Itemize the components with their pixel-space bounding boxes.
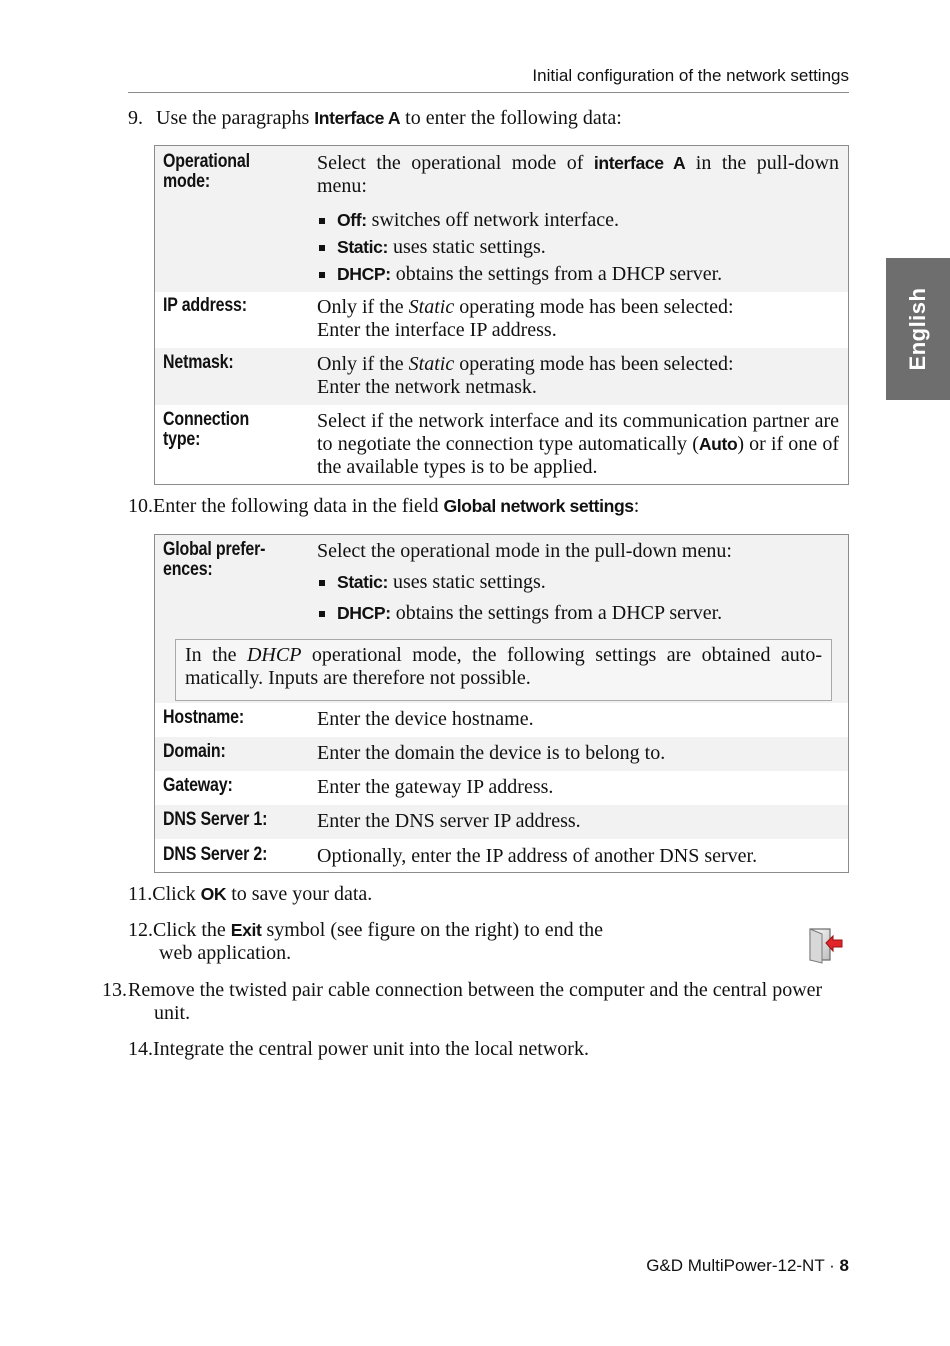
dhcp-note-box <box>175 639 832 701</box>
table-row-netmask <box>155 348 848 405</box>
option-text: uses static settings. <box>387 236 546 258</box>
row-label <box>163 742 303 762</box>
language-tab <box>886 258 950 400</box>
desc-text-end: operating mode has been selected: <box>454 296 734 318</box>
row-label <box>163 353 303 373</box>
step-10 <box>128 495 850 518</box>
table-row-connection-type <box>155 405 848 484</box>
desc-text-end: in the pull-down menu: <box>317 152 839 197</box>
row-description <box>317 540 839 625</box>
step-text: Enter the following data in the field <box>153 495 444 517</box>
row-description: Enter the DNS server IP address. <box>317 810 581 832</box>
row-label <box>163 296 303 316</box>
desc-text-end: ) or if one of the available types is to be applied. <box>317 433 839 478</box>
row-label-line: Connection <box>163 409 250 430</box>
option-text: obtains the settings from a DHCP server. <box>390 602 723 624</box>
row-description: Enter the device hostname. <box>317 708 534 730</box>
list-item <box>317 263 839 286</box>
desc-line-2: Enter the interface IP address. <box>317 319 557 341</box>
note-text: In the <box>185 644 247 666</box>
page-footer <box>646 1256 849 1276</box>
desc-text: Only if the <box>317 353 409 375</box>
row-label <box>163 708 303 728</box>
table-row-ip-address <box>155 292 848 348</box>
step-number: 14. <box>128 1038 153 1060</box>
step-text: Use the paragraphs <box>156 107 315 129</box>
row-label <box>163 845 303 865</box>
step-number: 9. <box>128 107 143 129</box>
row-label-line: DNS Server 1: <box>163 809 268 830</box>
global-network-settings-table <box>154 534 849 873</box>
desc-text: Select the operational mode in the pull-down menu: <box>317 540 732 562</box>
table-row <box>155 771 848 805</box>
list-item <box>317 602 839 625</box>
row-label <box>163 540 303 580</box>
step-12 <box>128 919 850 965</box>
row-label <box>163 410 303 450</box>
step-emphasis: Exit <box>230 920 262 940</box>
desc-emphasis: interface A <box>593 153 686 173</box>
option-text: obtains the settings from a DHCP server. <box>390 263 723 285</box>
row-label-line: Global prefer- <box>163 539 266 560</box>
step-emphasis: OK <box>200 884 227 904</box>
step-text: Remove the twisted pair cable connection between the computer and the central power unit. <box>128 979 823 1024</box>
step-text: Integrate the central power unit into the local network. <box>153 1038 589 1060</box>
table-row <box>155 805 848 839</box>
step-number: 12. <box>128 919 153 941</box>
list-item <box>317 209 839 232</box>
page-number: 8 <box>839 1256 849 1275</box>
step-number: 11. <box>128 883 153 905</box>
row-label-line: Netmask: <box>163 352 234 373</box>
row-label-line: Operational <box>163 151 250 172</box>
step-text-line-2: web application. <box>159 942 292 964</box>
interface-a-table <box>154 145 849 485</box>
step-text-end: : <box>633 495 640 517</box>
step-text-end: to save your data. <box>226 883 373 905</box>
option-key: Static: <box>337 237 388 257</box>
step-text: Click <box>152 883 201 905</box>
step-text: Click the <box>153 919 231 941</box>
row-label <box>163 776 303 796</box>
row-description <box>317 410 839 479</box>
table-row <box>155 703 848 737</box>
step-13: 13.Remove the twisted pair cable connection between the computer and the central power unit. <box>102 979 823 1024</box>
row-label-line: ences: <box>163 559 213 580</box>
step-14 <box>128 1038 850 1061</box>
row-label-line: Gateway: <box>163 775 233 796</box>
list-item <box>317 571 839 594</box>
row-label-line: Domain: <box>163 741 226 762</box>
option-key: DHCP: <box>337 603 391 623</box>
desc-emphasis: Auto <box>698 434 738 454</box>
table-row <box>155 839 848 872</box>
step-text-end: to enter the following data: <box>400 107 622 129</box>
row-description: Optionally, enter the IP address of another DNS server. <box>317 845 758 867</box>
row-description <box>317 296 839 342</box>
option-text: uses static settings. <box>387 571 546 593</box>
list-item <box>317 236 839 259</box>
footer-product: G&D MultiPower-12-NT · <box>646 1256 840 1275</box>
step-text-end: symbol (see figure on the right) to end the <box>261 919 604 941</box>
desc-text-end: operating mode has been selected: <box>454 353 734 375</box>
table-row-operational-mode <box>155 152 848 292</box>
note-italic: DHCP <box>246 644 302 666</box>
row-description: Enter the domain the device is to belong to. <box>317 742 666 764</box>
row-label-line: type: <box>163 429 201 450</box>
table-row-global-preferences <box>155 540 848 700</box>
option-list <box>317 209 839 286</box>
exit-door-arrow-icon <box>806 926 846 964</box>
header-title: Initial configuration of the network settings <box>532 66 849 85</box>
option-key: DHCP: <box>337 264 391 284</box>
table-row <box>155 737 848 771</box>
row-label <box>163 810 303 830</box>
option-list <box>317 571 839 625</box>
step-emphasis: Global network settings <box>443 496 634 516</box>
row-label <box>163 152 303 192</box>
desc-text: Only if the <box>317 296 409 318</box>
desc-text: Select the operational mode of <box>317 152 594 174</box>
desc-italic: Static <box>408 296 455 318</box>
note-text-end: operational mode, the following settings are obtained automatically. Inputs are therefore not possible. <box>185 644 822 689</box>
desc-text: Select if the network interface and its communication partner are to negotiate the connection type automatically ( <box>317 410 839 455</box>
desc-line-2: Enter the network netmask. <box>317 376 537 398</box>
step-9 <box>128 107 850 130</box>
row-label-line: mode: <box>163 171 211 192</box>
row-label-line: Hostname: <box>163 707 244 728</box>
row-description <box>317 353 839 399</box>
row-description: Enter the gateway IP address. <box>317 776 554 798</box>
running-header <box>128 66 849 93</box>
row-label-line: IP address: <box>163 295 247 316</box>
row-label-line: DNS Server 2: <box>163 844 268 865</box>
option-text: switches off network interface. <box>366 209 619 231</box>
desc-italic: Static <box>408 353 455 375</box>
step-number: 10. <box>128 495 153 517</box>
step-11 <box>128 883 850 906</box>
row-description <box>317 152 839 286</box>
step-emphasis: Interface A <box>314 108 401 128</box>
option-key: Static: <box>337 572 388 592</box>
option-key: Off: <box>337 210 367 230</box>
language-tab-label: English <box>905 287 930 371</box>
